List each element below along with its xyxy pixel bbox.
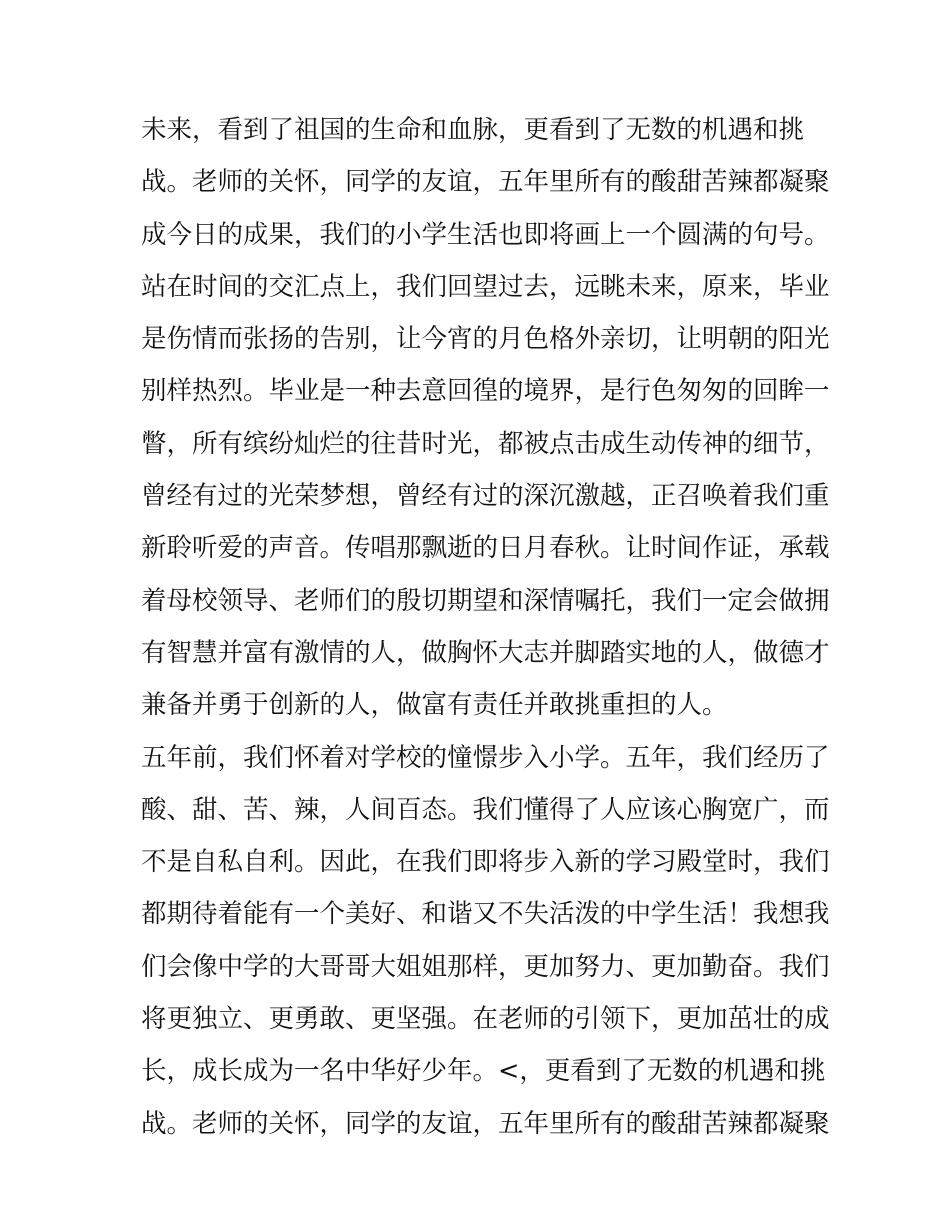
text-line: 有智慧并富有激情的人，做胸怀大志并脚踏实地的人，做德才 <box>141 637 830 668</box>
text-line: 别样热烈。毕业是一种去意回徨的境界，是行色匆匆的回眸一 <box>141 376 830 407</box>
text-line: 长，成长成为一名中华好少年。<，更看到了无数的机遇和挑 <box>141 1056 826 1087</box>
text-line: 瞥，所有缤纷灿烂的往昔时光，都被点击成生动传神的细节， <box>141 428 830 459</box>
text-line: 兼备并勇于创新的人，做富有责任并敢挑重担的人。 <box>141 690 728 721</box>
text-line: 成今日的成果，我们的小学生活也即将画上一个圆满的句号。 <box>141 219 830 250</box>
text-line: 战。老师的关怀，同学的友谊，五年里所有的酸甜苦辣都凝聚 <box>141 167 830 198</box>
text-line: 着母校领导、老师们的殷切期望和深情嘱托，我们一定会做拥 <box>141 585 830 616</box>
document-body <box>141 104 831 1150</box>
text-line: 未来，看到了祖国的生命和血脉，更看到了无数的机遇和挑 <box>141 115 805 145</box>
text-line: 站在时间的交汇点上，我们回望过去，远眺未来，原来，毕业 <box>141 271 830 302</box>
text-line: 五年前，我们怀着对学校的憧憬步入小学。五年，我们经历了 <box>141 742 830 773</box>
text-line: 将更独立、更勇敢、更坚强。在老师的引领下，更加茁壮的成 <box>141 1004 830 1035</box>
text-line: 战。老师的关怀，同学的友谊，五年里所有的酸甜苦辣都凝聚 <box>141 1108 830 1139</box>
text-line: 都期待着能有一个美好、和谐又不失活泼的中学生活！我想我 <box>141 899 830 930</box>
text-line: 们会像中学的大哥哥大姐姐那样，更加努力、更加勤奋。我们 <box>141 951 830 982</box>
text-line: 新聆听爱的声音。传唱那飘逝的日月春秋。让时间作证，承载 <box>141 533 830 564</box>
text-line: 酸、甜、苦、辣，人间百态。我们懂得了人应该心胸宽广，而 <box>141 794 830 825</box>
text-line: 不是自私自利。因此，在我们即将步入新的学习殿堂时，我们 <box>141 847 830 878</box>
text-line: 曾经有过的光荣梦想，曾经有过的深沉激越，正召唤着我们重 <box>141 481 830 512</box>
text-line: 是伤情而张扬的告别，让今宵的月色格外亲切，让明朝的阳光 <box>141 324 830 355</box>
